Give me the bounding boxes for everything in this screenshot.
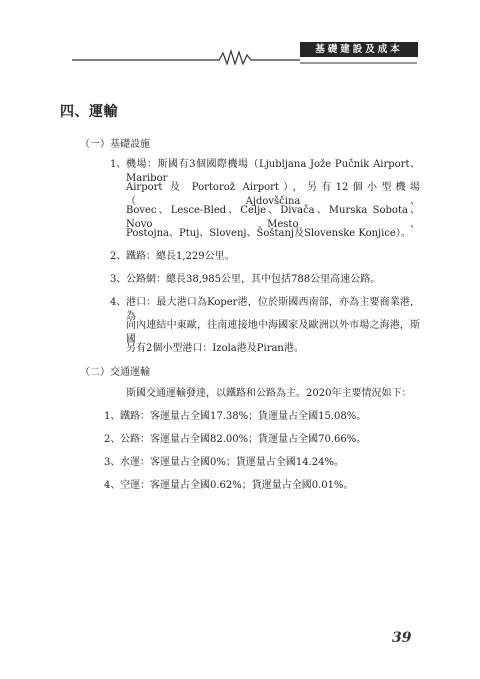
item-number: 1、 xyxy=(104,411,121,422)
item-text-line: 向內連結中東歐，往南連接地中海國家及歐洲以外市場之海港，斯國 xyxy=(126,320,420,345)
item-text-line: Postojna、Ptuj、Slovenj、Šoštanj及Slovenske Konjice）。 xyxy=(126,228,411,239)
item-text: 水運：客運量占全國0%；貨運量占全國14.24%。 xyxy=(120,457,344,468)
item-number: 4、 xyxy=(110,297,127,308)
list-item xyxy=(104,479,414,493)
item-text-line: 另有2個小型港口：Izola港及Piran港。 xyxy=(126,343,304,354)
page-number: 39 xyxy=(392,630,412,646)
list-item xyxy=(104,433,414,447)
list-item xyxy=(110,250,420,264)
item-number: 2、 xyxy=(104,434,121,445)
item-number: 1、 xyxy=(110,159,127,170)
item-text-line: Airport 及 Portorož Airport），另有12個小型機場（Ajdovščina、 xyxy=(126,182,420,207)
subsection-heading-transport: （二）交通運輸 xyxy=(80,367,150,378)
item-number: 4、 xyxy=(104,480,121,491)
item-number: 3、 xyxy=(110,274,127,285)
item-text: 公路網：總長38,985公里，其中包括788公里高速公路。 xyxy=(126,274,381,285)
list-item xyxy=(104,410,414,424)
item-text-line: 機場：斯國有3個國際機場（Ljubljana Jože Pučnik Airport、Maribor xyxy=(126,159,420,184)
item-text-line: Bovec、Lesce-Bled、Celje、Divača、Murska Sobota、Novo Mesto、 xyxy=(126,205,420,230)
list-item xyxy=(110,273,420,287)
item-text: 鐵路：總長1,229公里。 xyxy=(126,251,235,262)
transport-intro: 斯國交通運輸發達，以鐵路和公路為主。2020年主要情況如下： xyxy=(126,388,412,399)
item-text: 公路：客運量占全國82.00%；貨運量占全國70.66%。 xyxy=(120,434,367,445)
chapter-header-label: 基礎建設及成本 xyxy=(300,42,418,57)
item-text: 空運：客運量占全國0.62%；貨運量占全國0.01%。 xyxy=(120,480,354,491)
section-title: 四、運輸 xyxy=(60,104,118,120)
item-text-line: 港口：最大港口為Koper港，位於斯國西南部，亦為主要商業港，為 xyxy=(126,297,420,322)
item-text: 鐵路：客運量占全國17.38%；貨運量占全國15.08%。 xyxy=(120,411,367,422)
list-item xyxy=(104,456,414,470)
subsection-heading-infrastructure: （一）基礎設施 xyxy=(80,139,150,150)
item-number: 2、 xyxy=(110,251,127,262)
item-number: 3、 xyxy=(104,457,121,468)
